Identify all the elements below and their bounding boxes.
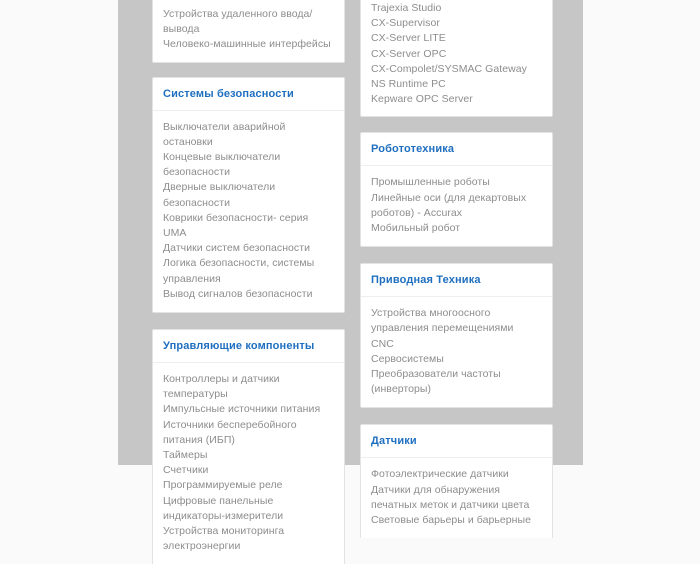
category-item[interactable]: CX-Server OPC bbox=[371, 47, 447, 60]
card-body bbox=[361, 458, 552, 538]
category-card-robotics bbox=[360, 132, 553, 247]
category-card-io-hmi bbox=[152, 0, 345, 63]
category-item[interactable]: Импульсные источники питания bbox=[163, 403, 321, 416]
category-item[interactable]: Вывод сигналов безопасности bbox=[163, 287, 313, 300]
card-header bbox=[361, 425, 552, 458]
card-header bbox=[153, 330, 344, 363]
card-title: Робототехника bbox=[371, 143, 455, 156]
category-item[interactable]: Сервосистемы bbox=[371, 352, 444, 365]
card-header bbox=[361, 264, 552, 297]
category-item[interactable]: Мобильный робот bbox=[371, 222, 461, 235]
category-item[interactable]: Датчики систем безопасности bbox=[163, 242, 311, 255]
category-item[interactable]: Выключатели аварийной остановки bbox=[163, 120, 286, 148]
card-body bbox=[361, 297, 552, 407]
category-item[interactable]: CX-Supervisor bbox=[371, 17, 440, 30]
category-card-sensors bbox=[360, 424, 553, 538]
category-item[interactable]: Линейные оси (для декартовых роботов) - Accurax bbox=[371, 191, 527, 219]
category-item[interactable]: Устройства удаленного ввода/вывода bbox=[163, 8, 313, 36]
category-item[interactable]: Kepware OPC Server bbox=[371, 93, 473, 106]
category-item[interactable]: CNC bbox=[371, 337, 394, 350]
category-item[interactable]: Преобразователи частоты (инверторы) bbox=[371, 368, 501, 396]
category-item[interactable]: Датчики для обнаружения печатных меток и датчики цвета bbox=[371, 483, 530, 511]
category-item[interactable]: Дверные выключатели безопасности bbox=[163, 181, 276, 209]
card-body bbox=[361, 0, 552, 116]
category-columns bbox=[152, 0, 546, 553]
left-column bbox=[152, 0, 345, 564]
category-item[interactable]: Цифровые панельные индикаторы-измерители bbox=[163, 494, 284, 522]
category-item[interactable]: Устройства многоосного управления перемещениями bbox=[371, 307, 514, 335]
category-item[interactable]: Источники бесперебойного питания (ИБП) bbox=[163, 418, 297, 446]
category-item[interactable]: Таймеры bbox=[163, 449, 208, 462]
card-title: Системы безопасности bbox=[163, 87, 294, 100]
category-item[interactable]: Программируемые реле bbox=[163, 479, 283, 492]
category-item[interactable]: CX-Server LITE bbox=[371, 32, 446, 45]
category-card-safety-systems bbox=[152, 77, 345, 313]
card-title: Приводная Техника bbox=[371, 274, 481, 287]
card-body bbox=[153, 0, 344, 62]
card-header bbox=[153, 78, 344, 111]
category-item[interactable]: Концевые выключатели безопасности bbox=[163, 151, 281, 179]
category-item[interactable]: Логика безопасности, системы управления bbox=[163, 257, 315, 285]
category-card-software bbox=[360, 0, 553, 117]
category-item[interactable]: Устройства мониторинга электроэнергии bbox=[163, 525, 285, 553]
card-title: Управляющие компоненты bbox=[163, 340, 315, 353]
card-body bbox=[153, 111, 344, 312]
category-card-drive-technology bbox=[360, 263, 553, 408]
category-card-control-components bbox=[152, 329, 345, 564]
category-item[interactable]: Trajexia Studio bbox=[371, 2, 442, 14]
category-item[interactable]: Человеко-машинные интерфейсы bbox=[163, 38, 331, 51]
card-body bbox=[153, 363, 344, 564]
category-item[interactable]: Контроллеры и датчики температуры bbox=[163, 373, 280, 401]
category-item[interactable]: NS Runtime PC bbox=[371, 78, 446, 91]
card-header bbox=[361, 133, 552, 166]
category-item[interactable]: Фотоэлектрические датчики bbox=[371, 468, 509, 481]
category-item[interactable]: Коврики безопасности- серия UMA bbox=[163, 211, 309, 240]
card-body bbox=[361, 166, 552, 246]
card-title: Датчики bbox=[371, 435, 417, 448]
right-column bbox=[360, 0, 553, 538]
category-item[interactable]: Счетчики bbox=[163, 464, 209, 477]
category-item[interactable]: CX-Compolet/SYSMAC Gateway bbox=[371, 62, 527, 75]
category-item[interactable]: Световые барьеры и барьерные bbox=[371, 514, 531, 527]
category-item[interactable]: Промышленные роботы bbox=[371, 176, 490, 189]
